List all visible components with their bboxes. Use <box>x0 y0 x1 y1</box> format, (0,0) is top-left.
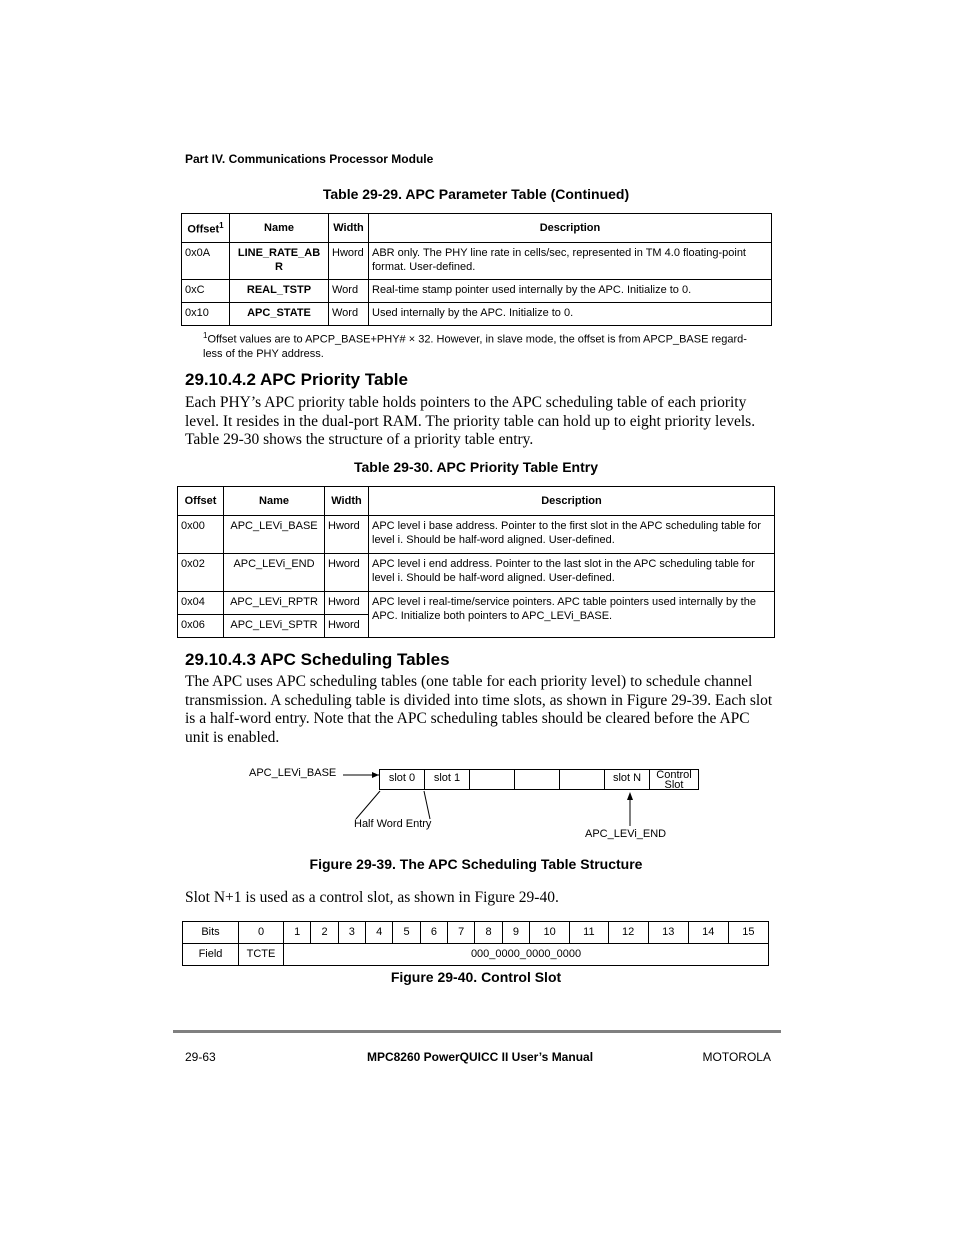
slot-empty-cell <box>514 769 560 790</box>
bit-cell: 6 <box>420 922 447 944</box>
base-pointer-arrowhead <box>372 772 379 778</box>
width-cell: Hword <box>325 554 369 592</box>
offset-cell: 0x02 <box>178 554 224 592</box>
bits-row <box>183 922 769 944</box>
field-row <box>183 944 769 966</box>
slot-empty-cell <box>469 769 515 790</box>
description-cell: ABR only. The PHY line rate in cells/sec, represented in TM 4.0 floating-point format. User-defined. <box>369 243 772 280</box>
width-header: Width <box>329 214 369 243</box>
bit-cell: 14 <box>688 922 728 944</box>
description-header: Description <box>369 487 775 516</box>
description-cell: Real-time stamp pointer used internally by the APC. Initialize to 0. <box>369 280 772 303</box>
half-word-entry-label: Half Word Entry <box>354 818 432 830</box>
name-header: Name <box>224 487 325 516</box>
offset-cell: 0x06 <box>178 615 224 638</box>
bit-cell: 8 <box>475 922 502 944</box>
offset-cell: 0x0A <box>182 243 230 280</box>
part-title: Part IV. Communications Processor Module <box>185 152 434 166</box>
bit-cell: 0 <box>239 922 284 944</box>
bit-cell: 10 <box>530 922 570 944</box>
offset-header: Offset$^1$ <box>182 214 230 243</box>
name-header: Name <box>230 214 329 243</box>
bit-cell: 1 <box>284 922 311 944</box>
width-cell: Hword <box>329 243 369 280</box>
field-label: Field <box>183 944 239 966</box>
bit-cell: 5 <box>393 922 420 944</box>
description-cell: APC level i base address. Pointer to the first slot in the APC scheduling table for level i. Should be half-word aligned. User-defined. <box>369 516 775 554</box>
offset-header: Offset <box>178 487 224 516</box>
width-cell: Word <box>329 280 369 303</box>
control-slot-table <box>182 921 769 966</box>
width-cell: Hword <box>325 615 369 638</box>
figure-29-39-caption: Figure 29-39. The APC Scheduling Table Structure <box>309 856 643 872</box>
width-cell: Hword <box>325 592 369 615</box>
offset-cell: 0x10 <box>182 303 230 326</box>
section-body-scheduling-tables: The APC uses APC scheduling tables (one table for each priority level) to schedule channel transmission. A scheduling table is divided into time slots, as shown in Figure 29-39. Each slot is a half-word entry. Note that the APC scheduling tables should be cleared before the APC unit is enabled. <box>185 673 773 747</box>
name-cell: APC_LEVi_SPTR <box>224 615 325 638</box>
description-cell: Used internally by the APC. Initialize to 0. <box>369 303 772 326</box>
bit-cell: 12 <box>608 922 648 944</box>
section-heading-priority-table: 29.10.4.2 APC Priority Table <box>185 370 408 389</box>
offset-cell: 0xC <box>182 280 230 303</box>
reserved-field: 000_0000_0000_0000 <box>284 944 769 966</box>
tcte-field: TCTE <box>239 944 284 966</box>
name-cell: APC_LEVi_BASE <box>224 516 325 554</box>
half-word-line-left <box>356 791 380 819</box>
bit-cell: 15 <box>728 922 768 944</box>
control-slot-text: Slot N+1 is used as a control slot, as shown in Figure 29-40. <box>185 889 559 906</box>
bit-cell: 3 <box>338 922 365 944</box>
footer-rule <box>173 1030 781 1033</box>
control-slot-cell: Control Slot <box>649 769 699 790</box>
offset-cell: 0x04 <box>178 592 224 615</box>
name-cell: LINE_RATE_AB R <box>230 243 329 280</box>
bit-cell: 4 <box>366 922 393 944</box>
apc-levi-base-label: APC_LEVi_BASE <box>249 767 337 779</box>
table-footnote: $^1$Offset values are to APCP_BASE+PHY# × 32. However, in slave mode, the offset is from APCP_BASE regard-less of the PHY address. <box>203 331 747 360</box>
description-cell: APC level i real-time/service pointers. APC table pointers used internally by the APC. Initialize both pointers to APC_LEVi_BASE. <box>369 592 775 638</box>
bit-cell: 11 <box>570 922 608 944</box>
end-pointer-arrowhead <box>627 792 633 800</box>
page-number: 29-63 <box>185 1050 216 1064</box>
half-word-line-right <box>424 791 430 819</box>
figure-29-40-caption: Figure 29-40. Control Slot <box>390 969 562 985</box>
section-heading-scheduling-tables: 29.10.4.3 APC Scheduling Tables <box>185 650 450 669</box>
width-header: Width <box>325 487 369 516</box>
table-29-29-caption: Table 29-29. APC Parameter Table (Continued) <box>322 186 630 202</box>
width-cell: Hword <box>325 516 369 554</box>
description-cell: APC level i end address. Pointer to the last slot in the APC scheduling table for level i. Should be half-word aligned. User-defined. <box>369 554 775 592</box>
apc-levi-end-label: APC_LEVi_END <box>585 828 667 840</box>
description-header: Description <box>369 214 772 243</box>
bit-cell: 7 <box>448 922 475 944</box>
bit-cell: 9 <box>502 922 529 944</box>
slot-1-cell: slot 1 <box>424 769 470 790</box>
name-cell: REAL_TSTP <box>230 280 329 303</box>
table-29-30-caption: Table 29-30. APC Priority Table Entry <box>353 459 599 475</box>
bits-label: Bits <box>183 922 239 944</box>
section-body-priority-table: Each PHY’s APC priority table holds pointers to the APC scheduling table of each priority level. It resides in the dual-port RAM. The priority table can hold up to eight priority levels. Table 29-30 shows the structure of a priority table entry. <box>185 394 756 449</box>
offset-cell: 0x00 <box>178 516 224 554</box>
name-cell: APC_LEVi_END <box>224 554 325 592</box>
bit-cell: 13 <box>648 922 688 944</box>
name-cell: APC_LEVi_RPTR <box>224 592 325 615</box>
company-name: MOTOROLA <box>702 1050 771 1064</box>
width-cell: Word <box>329 303 369 326</box>
slot-0-cell: slot 0 <box>379 769 425 790</box>
bit-cell: 2 <box>311 922 338 944</box>
slot-empty-cell <box>559 769 605 790</box>
name-cell: APC_STATE <box>230 303 329 326</box>
slot-n-cell: slot N <box>604 769 650 790</box>
manual-title: MPC8260 PowerQUICC II User’s Manual <box>366 1050 594 1064</box>
